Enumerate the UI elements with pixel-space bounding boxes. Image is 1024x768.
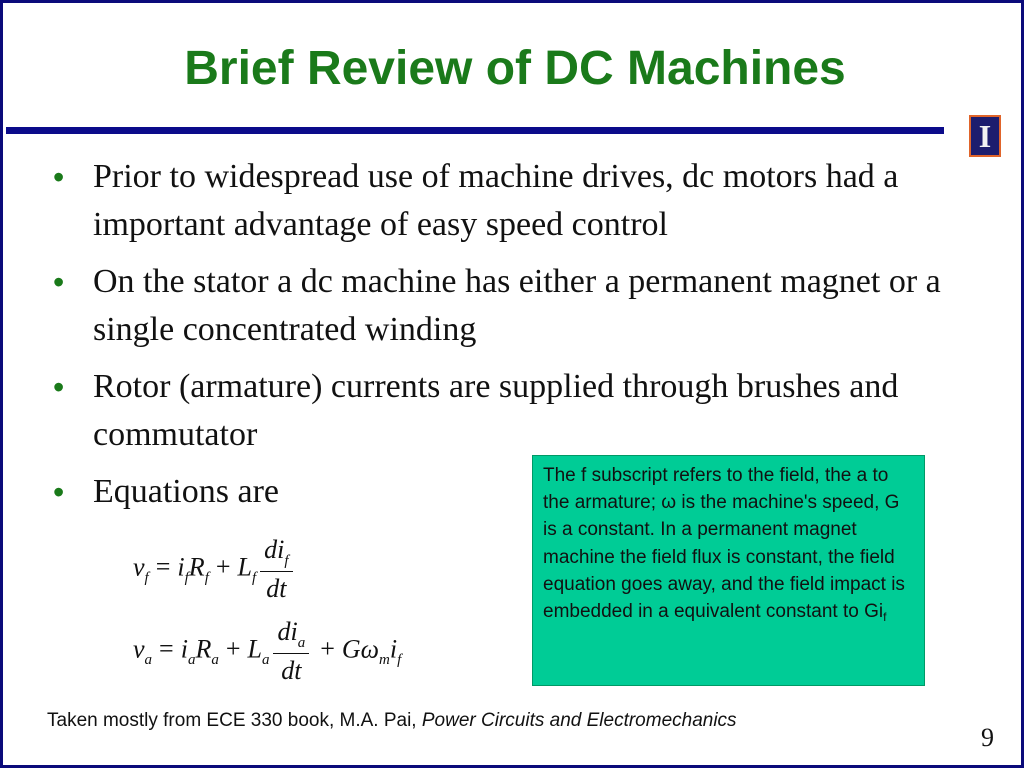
- bullet-text: Equations are: [93, 473, 279, 510]
- eq-symbol: i: [177, 552, 185, 582]
- eq-symbol: v: [133, 552, 145, 582]
- eq-symbol: R: [195, 634, 212, 664]
- eq-symbol: v: [133, 634, 145, 664]
- eq-operator: +: [320, 634, 335, 664]
- eq-subscript: m: [379, 652, 390, 669]
- field-voltage-equation: [133, 533, 297, 606]
- eq-subscript: a: [187, 652, 196, 669]
- page-number: 9: [981, 723, 994, 752]
- eq-symbol: i: [389, 634, 398, 664]
- bullet-icon: •: [53, 264, 65, 300]
- eq-symbol: L: [247, 634, 262, 664]
- slide-title: Brief Review of DC Machines: [184, 42, 846, 95]
- bullet-icon: •: [53, 159, 65, 195]
- explanation-callout: [532, 455, 925, 686]
- armature-voltage-equation: [133, 615, 401, 688]
- source-citation: [47, 710, 737, 732]
- eq-symbol: R: [188, 552, 205, 582]
- bullet-text: Rotor (armature) currents are supplied through brushes and commutator: [93, 368, 899, 453]
- bullet-text: On the stator a dc machine has either a permanent magnet or a single concentrated winding: [93, 263, 941, 348]
- eq-symbol: Gω: [341, 634, 380, 664]
- eq-denominator: dt: [266, 574, 287, 603]
- eq-subscript: f: [252, 570, 257, 587]
- callout-subscript: f: [883, 610, 887, 625]
- eq-numerator: di: [264, 535, 285, 564]
- eq-subscript: a: [144, 652, 153, 669]
- eq-operator: +: [215, 552, 231, 582]
- bullet-item: [53, 153, 983, 249]
- eq-subscript: a: [297, 635, 306, 651]
- citation-text: Taken mostly from ECE 330 book, M.A. Pai,: [47, 710, 422, 731]
- citation-book-title: Power Circuits and Electromechanics: [421, 710, 737, 731]
- eq-subscript: f: [204, 570, 209, 587]
- eq-operator: +: [225, 634, 241, 664]
- university-logo-icon: [969, 115, 1001, 157]
- eq-subscript: f: [184, 570, 189, 587]
- eq-operator: =: [155, 552, 171, 582]
- eq-fraction: [273, 615, 309, 688]
- eq-subscript: f: [144, 570, 149, 587]
- eq-numerator: di: [277, 617, 298, 646]
- title-divider: [6, 127, 944, 134]
- bullet-item: [53, 258, 983, 354]
- callout-text: The f subscript refers to the field, the a to the armature; ω is the machine's speed, G is a constant. In a permanent magnet machine the field flux is constant, the field equation goes away, and the field impact is embedded in a equivalent constant to Gi: [543, 465, 905, 623]
- eq-subscript: f: [397, 652, 402, 669]
- bullet-icon: •: [53, 369, 65, 405]
- bullet-icon: •: [53, 474, 65, 510]
- eq-fraction: [260, 533, 292, 606]
- eq-denominator: dt: [281, 656, 302, 685]
- eq-subscript: a: [211, 652, 219, 669]
- eq-symbol: L: [237, 552, 252, 582]
- eq-operator: =: [159, 634, 174, 664]
- eq-symbol: i: [180, 634, 188, 664]
- eq-subscript: a: [261, 652, 270, 669]
- eq-subscript: f: [284, 553, 289, 569]
- logo-letter: I: [978, 118, 992, 154]
- bullet-item: [53, 363, 983, 459]
- bullet-text: Prior to widespread use of machine drives, dc motors had a important advantage of easy speed control: [93, 158, 899, 243]
